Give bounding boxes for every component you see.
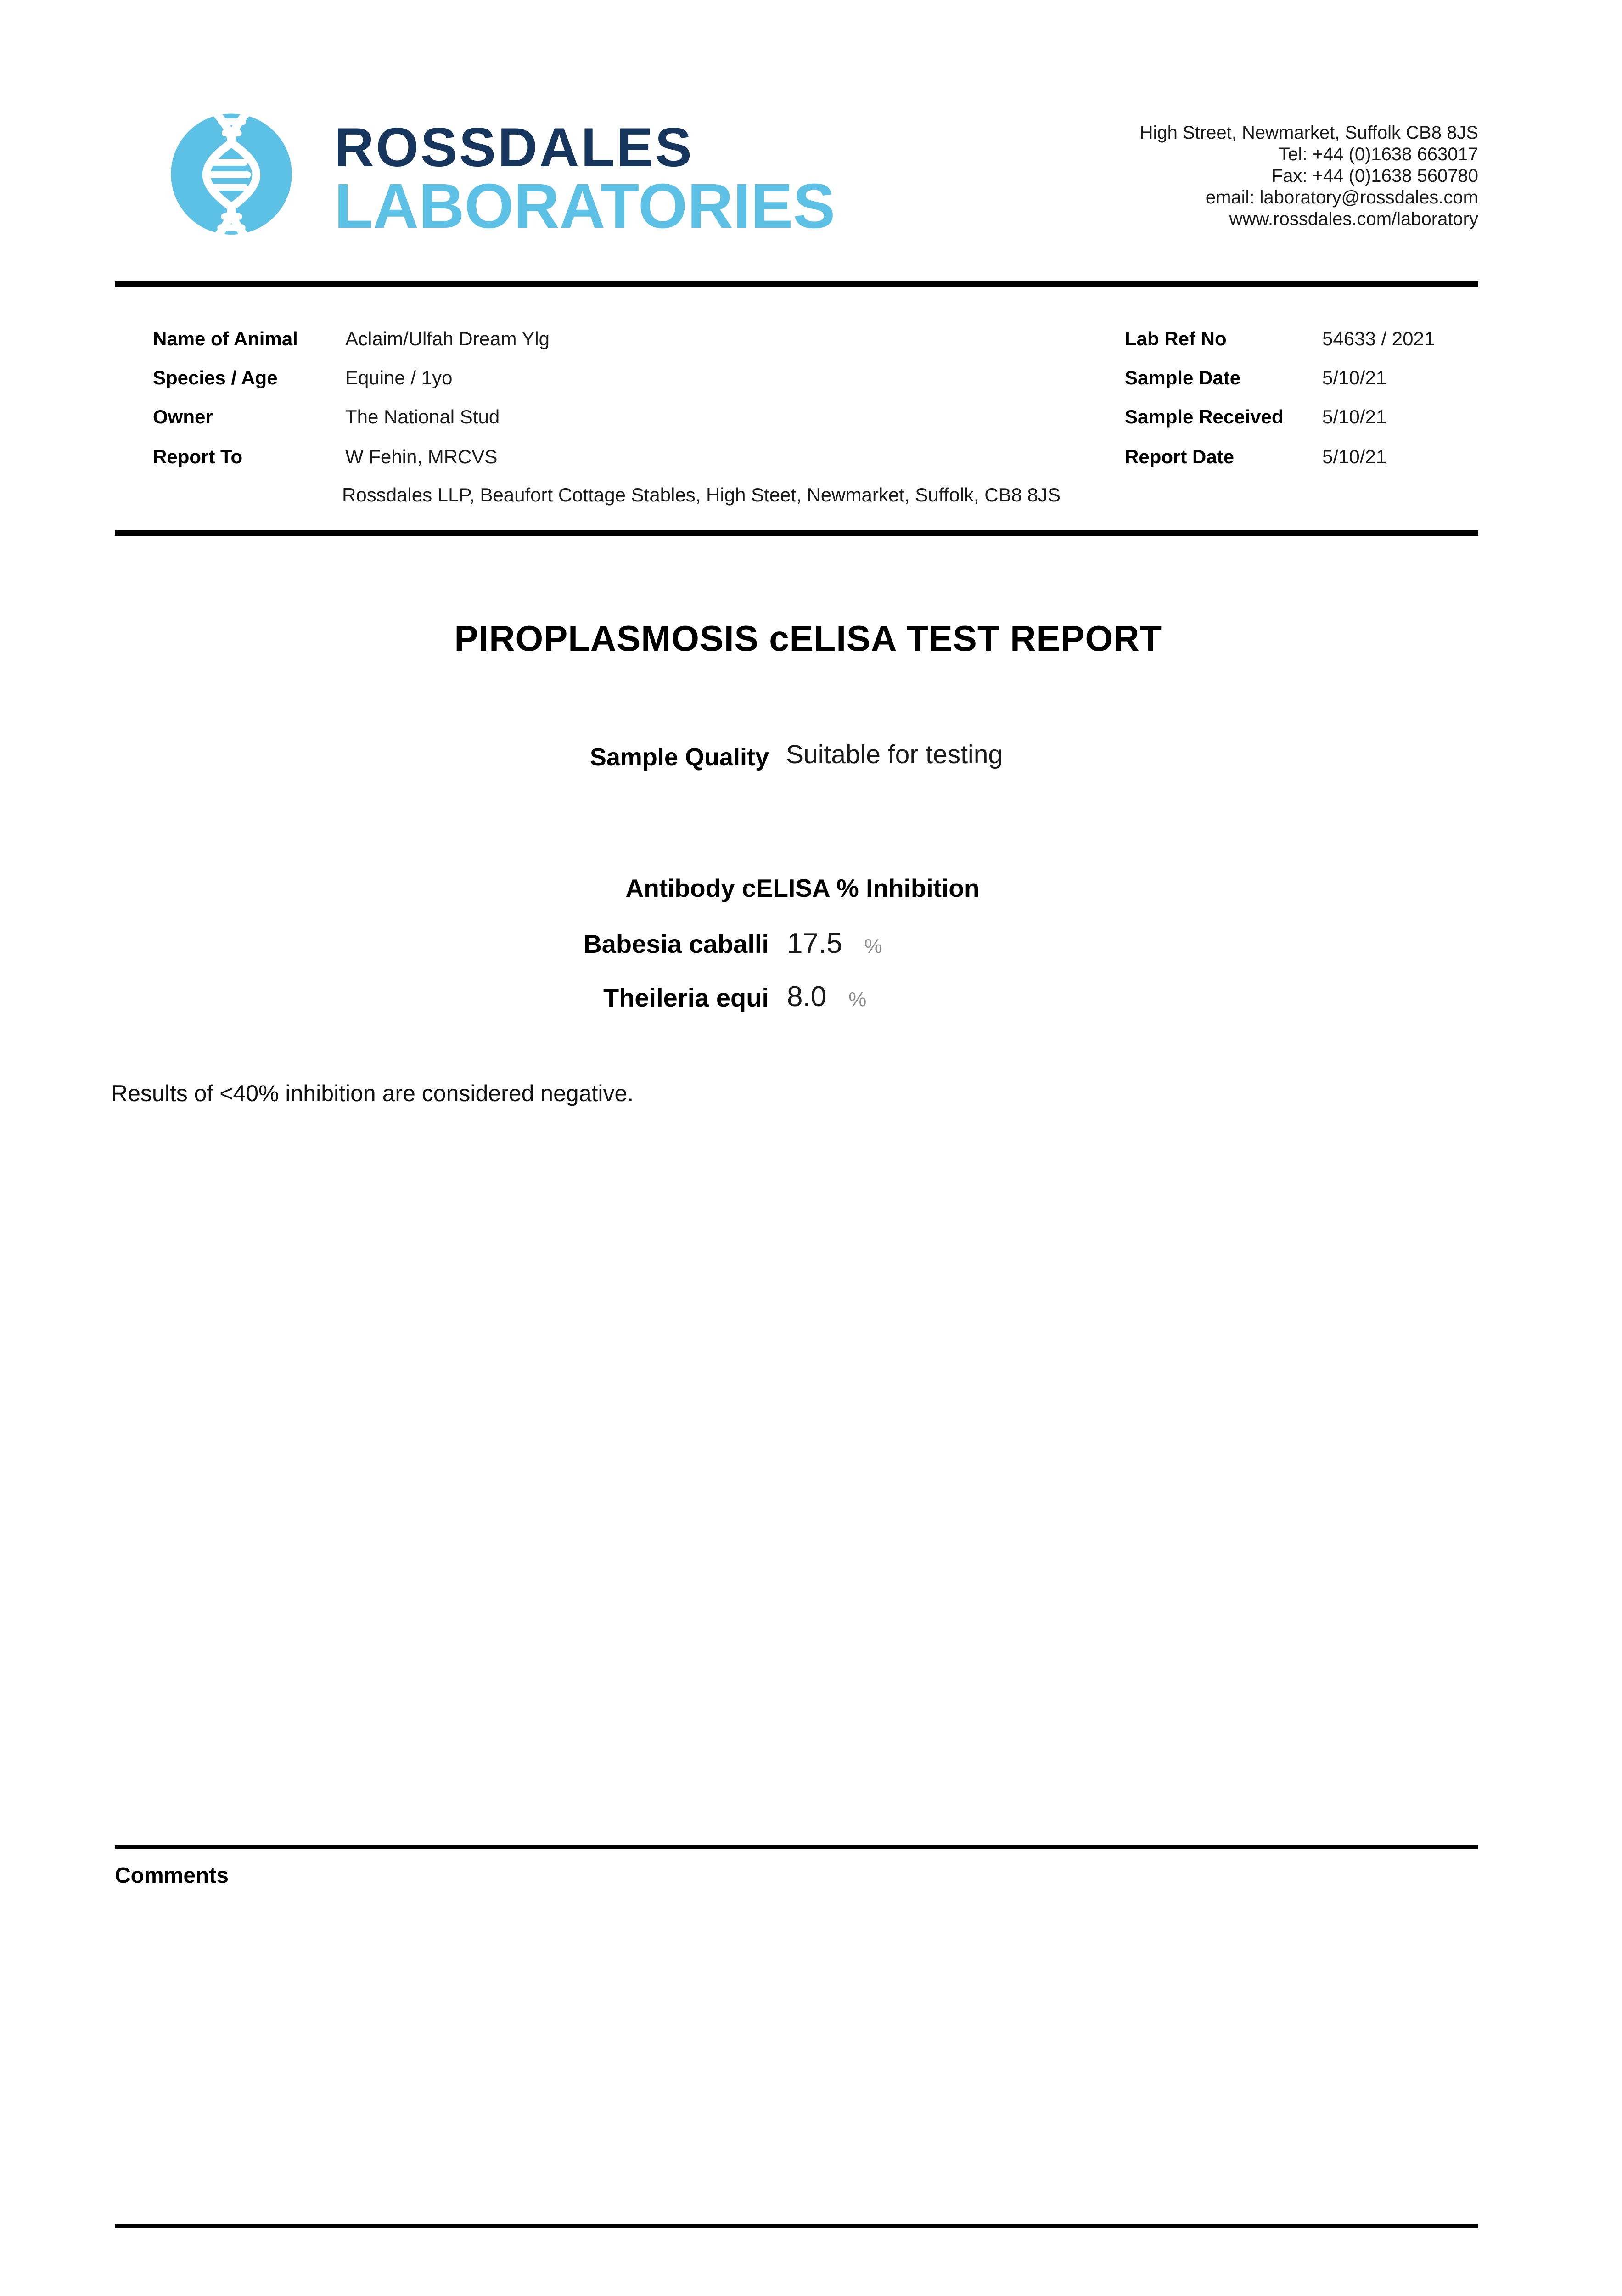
interpretation-note: Results of <40% inhibition are considered negative. [111,1080,634,1106]
sample-quality-value: Suitable for testing [786,740,1003,769]
detail-label-species-age: Species / Age [153,367,278,388]
contact-email: email: laboratory@rossdales.com [1205,187,1478,208]
result-label-theileria-equi: Theileria equi [603,983,769,1012]
comments-heading: Comments [115,1863,229,1888]
detail-report-to-address: Rossdales LLP, Beaufort Cottage Stables, High Steet, Newmarket, Suffolk, CB8 8JS [342,484,1061,506]
contact-fax: Fax: +44 (0)1638 560780 [1271,166,1478,186]
report-title: PIROPLASMOSIS cELISA TEST REPORT [454,618,1162,658]
result-number: 8.0 [787,981,827,1013]
contact-web: www.rossdales.com/laboratory [1229,209,1478,229]
detail-label-sample-date: Sample Date [1125,367,1241,388]
detail-value-species-age: Equine / 1yo [345,367,453,388]
detail-value-report-to: W Fehin, MRCVS [345,446,498,467]
detail-value-sample-date: 5/10/21 [1322,367,1387,388]
detail-value-report-date: 5/10/21 [1322,446,1387,467]
contact-tel: Tel: +44 (0)1638 663017 [1279,144,1478,164]
dna-helix-icon [169,109,294,245]
comments-divider [115,1845,1478,1849]
detail-label-name-of-animal: Name of Animal [153,328,298,349]
detail-label-sample-received: Sample Received [1125,406,1284,428]
result-unit: % [848,988,867,1011]
detail-value-sample-received: 5/10/21 [1322,406,1387,428]
sample-quality-label: Sample Quality [589,743,769,771]
antibody-heading: Antibody cELISA % Inhibition [625,874,980,902]
result-value-theileria-equi [787,983,866,1011]
result-label-babesia-caballi: Babesia caballi [583,929,769,958]
detail-label-report-to: Report To [153,446,243,467]
result-unit: % [864,935,882,957]
detail-value-name-of-animal: Aclaim/Ulfah Dream Ylg [345,328,550,349]
details-divider [115,530,1478,536]
contact-address: High Street, Newmarket, Suffolk CB8 8JS [1139,123,1478,143]
footer-bar [115,2224,1478,2228]
detail-value-owner: The National Stud [345,406,500,428]
detail-value-lab-ref-no: 54633 / 2021 [1322,328,1435,349]
detail-label-lab-ref-no: Lab Ref No [1125,328,1227,349]
detail-label-report-date: Report Date [1125,446,1235,467]
logo-wordmark-laboratories: LABORATORIES [334,171,836,242]
result-number: 17.5 [787,928,842,959]
logo-wordmark-rossdales: ROSSDALES [334,117,694,178]
contact-block [1140,122,1478,230]
result-value-babesia-caballi [787,929,882,958]
header-divider [115,281,1478,287]
detail-label-owner: Owner [153,406,213,428]
